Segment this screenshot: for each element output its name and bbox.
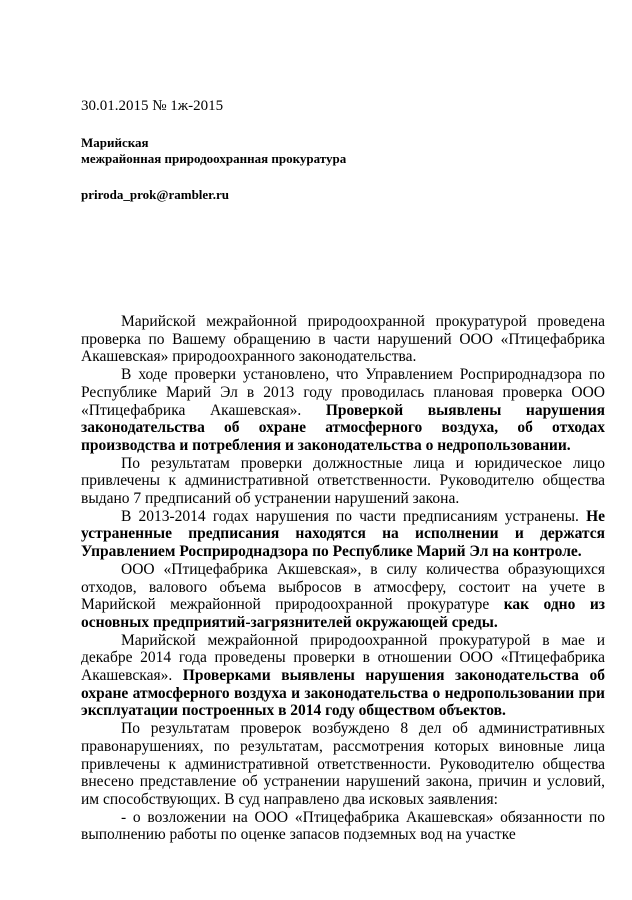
paragraph-text: Марийской межрайонной природоохранной прокуратурой в мае и декабре 2014 года проведены проверки в отношении ООО «Птицефабрика Акашевская». [81, 631, 605, 685]
paragraph [81, 809, 605, 844]
paragraph-text: - о возложении на ООО «Птицефабрика Акашевская» обязанности по выполнению работы по оценке запасов подземных вод на участке [81, 808, 605, 844]
letter-header [81, 97, 601, 203]
paragraph-bold-text: Не устраненные предписания находятся на исполнении и держатся Управлением Росприроднадзора по Республике Марий Эл на контроле. [81, 507, 605, 561]
paragraph-text: В ходе проверки установлено, что Управлением Росприроднадзора по Республике Марий Эл в 2013 году проводилась плановая проверка ООО «Птицефабрика Акашевская». [81, 366, 605, 419]
paragraph-bold-text: Проверкой выявлены нарушения законодательства об охране атмосферного воздуха, об отходах производства и потребления и законодательства о недропользовании. [81, 401, 605, 454]
paragraph-text: Марийской межрайонной природоохранной прокуратурой проведена проверка по Вашему обращению в части нарушений ООО «Птицефабрика Акашевская» природоохранного законодательства. [81, 313, 605, 366]
paragraph [81, 508, 605, 561]
paragraph-text: По результатам проверки должностные лица и юридическое лицо привлечены к административной ответственности. Руководителю общества выдано 7 предписаний об устранении нарушений закона. [81, 454, 605, 508]
paragraph [81, 455, 605, 508]
paragraph-text: По результатам проверок возбуждено 8 дел об административных правонарушениях, по результатам, рассмотрения которых виновные лица привлечены к административной ответственности. Руководителю общества внесено представление об устранении нарушений закона, причин и условий, им способствующих. В суд направлено два исковых заявления: [81, 720, 605, 808]
paragraph [81, 313, 605, 366]
addressee-line: межрайонная природоохранная прокуратура [81, 151, 347, 166]
paragraph-bold-text: как одно из основных предприятий-загрязнителей окружающей среды. [81, 596, 605, 631]
letter-body [81, 313, 605, 844]
paragraph [81, 632, 605, 721]
paragraph [81, 720, 605, 809]
addressee-line: Марийская [81, 135, 149, 150]
addressee [81, 135, 601, 167]
paragraph-bold-text: Проверками выявлены нарушения законодательства об охране атмосферного воздуха и законодательства о недропользовании при эксплуатации построенных в 2014 году обществом объектов. [81, 667, 605, 720]
paragraph-text: В 2013-2014 годах нарушения по части предписаниям устранены. [121, 507, 587, 525]
date-number: 30.01.2015 № 1ж-2015 [81, 98, 224, 114]
paragraph [81, 366, 605, 455]
paragraph [81, 561, 605, 632]
paragraph-text: ООО «Птицефабрика Акшевская», в силу количества образующихся отходов, валового объема выбросов в атмосферу, состоит на учете в Марийской межрайонной природоохранной прокуратуре [81, 560, 605, 614]
email-address: priroda_prok@rambler.ru [81, 187, 230, 202]
